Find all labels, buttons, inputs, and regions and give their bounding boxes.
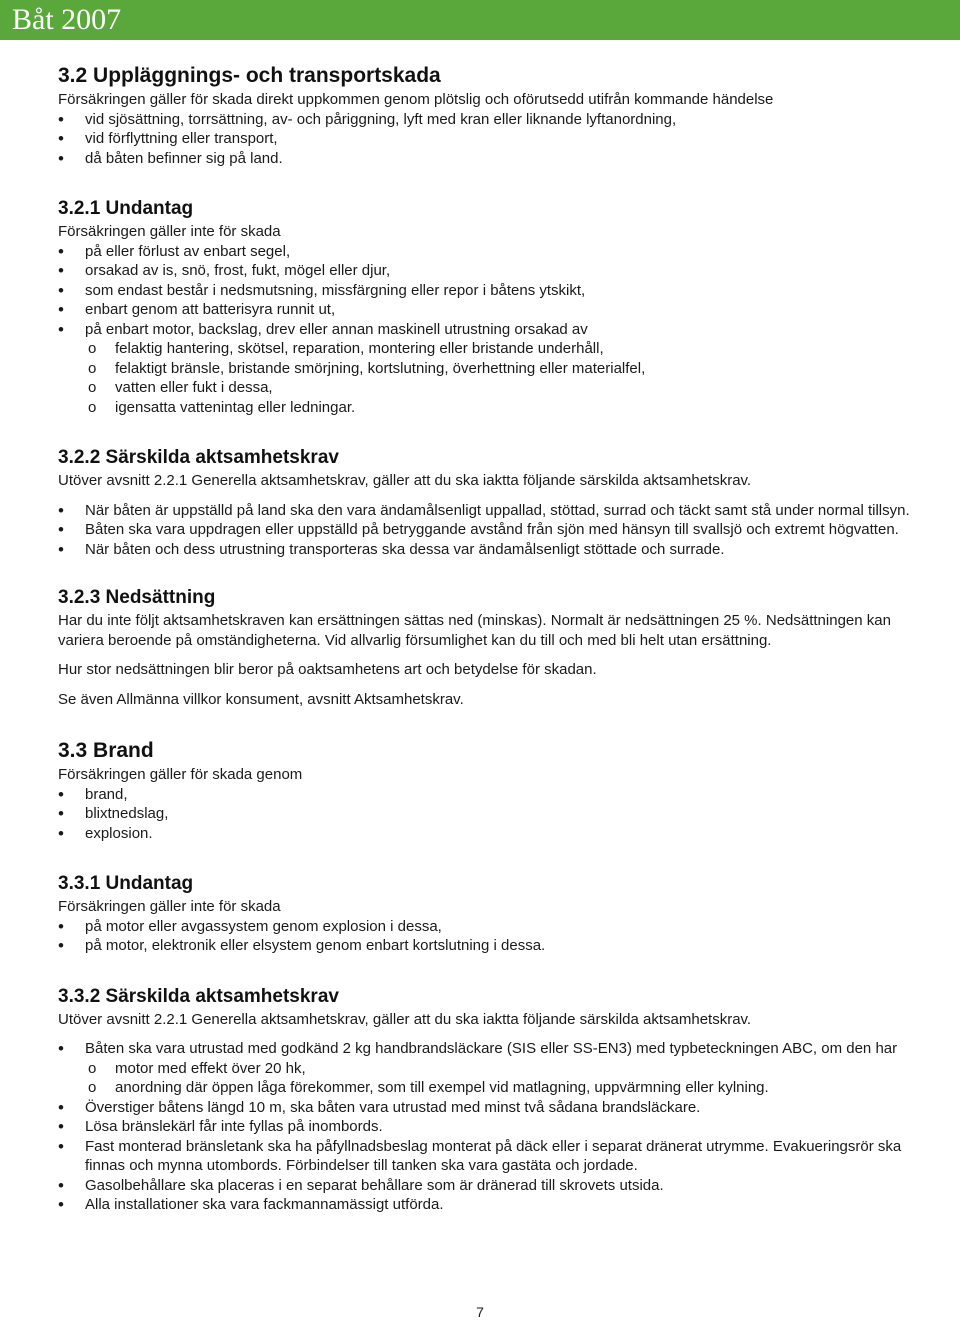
list-item: • som endast består i nedsmutsning, missfärgning eller repor i båtens ytskikt,: [58, 281, 918, 301]
paragraph: Försäkringen gäller inte för skada: [58, 898, 281, 915]
list-item: • på motor eller avgassystem genom explosion i dessa,: [58, 917, 918, 937]
list-item: • Båten ska vara uppdragen eller uppställd på betryggande avstånd från sjön med hänsyn till svallsjö och extremt högvatten.: [58, 520, 918, 540]
list-item: • enbart genom att batterisyra runnit ut,: [58, 300, 918, 320]
paragraph: Se även Allmänna villkor konsument, avsnitt Aktsamhetskrav.: [58, 690, 464, 708]
bullet-list: [58, 1039, 918, 1215]
list-item: • När båten är uppställd på land ska den vara ändamålsenligt uppallad, stöttad, surrad och täckt samt stå under normal tillsyn.: [58, 501, 918, 521]
bullet-list: [58, 242, 918, 418]
list-item: • Båten ska vara utrustad med godkänd 2 kg handbrandsläckare (SIS eller SS-EN3) med typbeteckningen ABC, om den har: [58, 1039, 918, 1059]
section-heading: 3.3.2 Särskilda aktsamhetskrav: [58, 985, 339, 1007]
paragraph: Har du inte följt aktsamhetskraven kan ersättningen sättas ned (minskas). Normalt är nedsättningen 25 %. Nedsättningen kan variera beroende på omständigheterna. Vid allvarlig försumlighet kan du till och med bli helt utan ersättning.: [58, 612, 891, 649]
section-3-2-1: [58, 196, 918, 417]
paragraph: Utöver avsnitt 2.2.1 Generella aktsamhetskrav, gäller att du ska iaktta följande särskilda aktsamhetskrav.: [58, 1010, 752, 1028]
sub-list-item: o vatten eller fukt i dessa,: [58, 378, 918, 398]
paragraph: Hur stor nedsättningen blir beror på oaktsamhetens art och betydelse för skadan.: [58, 661, 597, 678]
header-bar: [0, 0, 960, 40]
list-item: • på enbart motor, backslag, drev eller annan maskinell utrustning orsakad av: [58, 320, 918, 340]
paragraph: Utöver avsnitt 2.2.1 Generella aktsamhetskrav, gäller att du ska iaktta följande särskilda aktsamhetskrav.: [58, 472, 752, 489]
section-3-3-2: [58, 984, 918, 1215]
list-item: • När båten och dess utrustning transporteras ska dessa var ändamålsenligt stöttade och surrade.: [58, 540, 918, 560]
section-3-2: [58, 62, 918, 168]
bullet-list: [58, 785, 918, 844]
list-item: • Överstiger båtens längd 10 m, ska båten vara utrustad med minst två sådana brandsläckare.: [58, 1098, 918, 1118]
list-item: • på eller förlust av enbart segel,: [58, 242, 918, 262]
section-heading: 3.3 Brand: [58, 739, 154, 762]
list-item: • Alla installationer ska vara fackmannamässigt utförda.: [58, 1195, 918, 1215]
paragraph: Försäkringen gäller inte för skada: [58, 223, 281, 240]
list-item: • blixtnedslag,: [58, 804, 918, 824]
sub-list-item: o motor med effekt över 20 hk,: [58, 1059, 918, 1079]
section-heading: 3.3.1 Undantag: [58, 873, 194, 894]
bullet-list: [58, 917, 918, 956]
section-3-3-1: [58, 871, 918, 956]
bullet-list: [58, 501, 918, 560]
list-item: • orsakad av is, snö, frost, fukt, mögel eller djur,: [58, 261, 918, 281]
list-item: • explosion.: [58, 824, 918, 844]
section-3-2-3: [58, 585, 918, 709]
bullet-list: [58, 110, 918, 169]
list-item: • vid förflyttning eller transport,: [58, 129, 918, 149]
sub-list-item: o igensatta vattenintag eller ledningar.: [58, 398, 918, 418]
paragraph: Försäkringen gäller för skada genom: [58, 766, 303, 783]
sub-list-item: o anordning där öppen låga förekommer, som till exempel vid matlagning, uppvärmning eller kylning.: [58, 1078, 918, 1098]
list-item: • Fast monterad bränsletank ska ha påfyllnadsbeslag monterat på däck eller i separat dränerat utrymme. Evakueringsrör ska finnas och mynna utombords. Förbindelser till tanken ska vara gastäta och jordade.: [58, 1137, 918, 1176]
list-item: • på motor, elektronik eller elsystem genom enbart kortslutning i dessa.: [58, 936, 918, 956]
document-title: Båt 2007: [12, 3, 122, 36]
sub-list-item: o felaktigt bränsle, bristande smörjning, kortslutning, överhettning eller materialfel,: [58, 359, 918, 379]
section-heading: 3.2.1 Undantag: [58, 198, 194, 219]
list-item: • vid sjösättning, torrsättning, av- och påriggning, lyft med kran eller liknande lyftanordning,: [58, 110, 918, 130]
document-body: [58, 62, 918, 1215]
list-item: • då båten befinner sig på land.: [58, 149, 918, 169]
paragraph: Försäkringen gäller för skada direkt uppkommen genom plötslig och oförutsedd utifrån kommande händelse: [58, 91, 774, 108]
section-3-2-2: [58, 445, 918, 559]
section-heading: 3.2.2 Särskilda aktsamhetskrav: [58, 447, 339, 468]
page-number: 7: [476, 1304, 484, 1320]
list-item: • Gasolbehållare ska placeras i en separat behållare som är dränerad till skrovets utsida.: [58, 1176, 918, 1196]
section-3-3: [58, 737, 918, 843]
sub-list-item: o felaktig hantering, skötsel, reparation, montering eller bristande underhåll,: [58, 339, 918, 359]
list-item: • Lösa bränslekärl får inte fyllas på inombords.: [58, 1117, 918, 1137]
list-item: • brand,: [58, 785, 918, 805]
section-heading: 3.2.3 Nedsättning: [58, 587, 216, 608]
section-heading: 3.2 Uppläggnings- och transportskada: [58, 64, 441, 87]
